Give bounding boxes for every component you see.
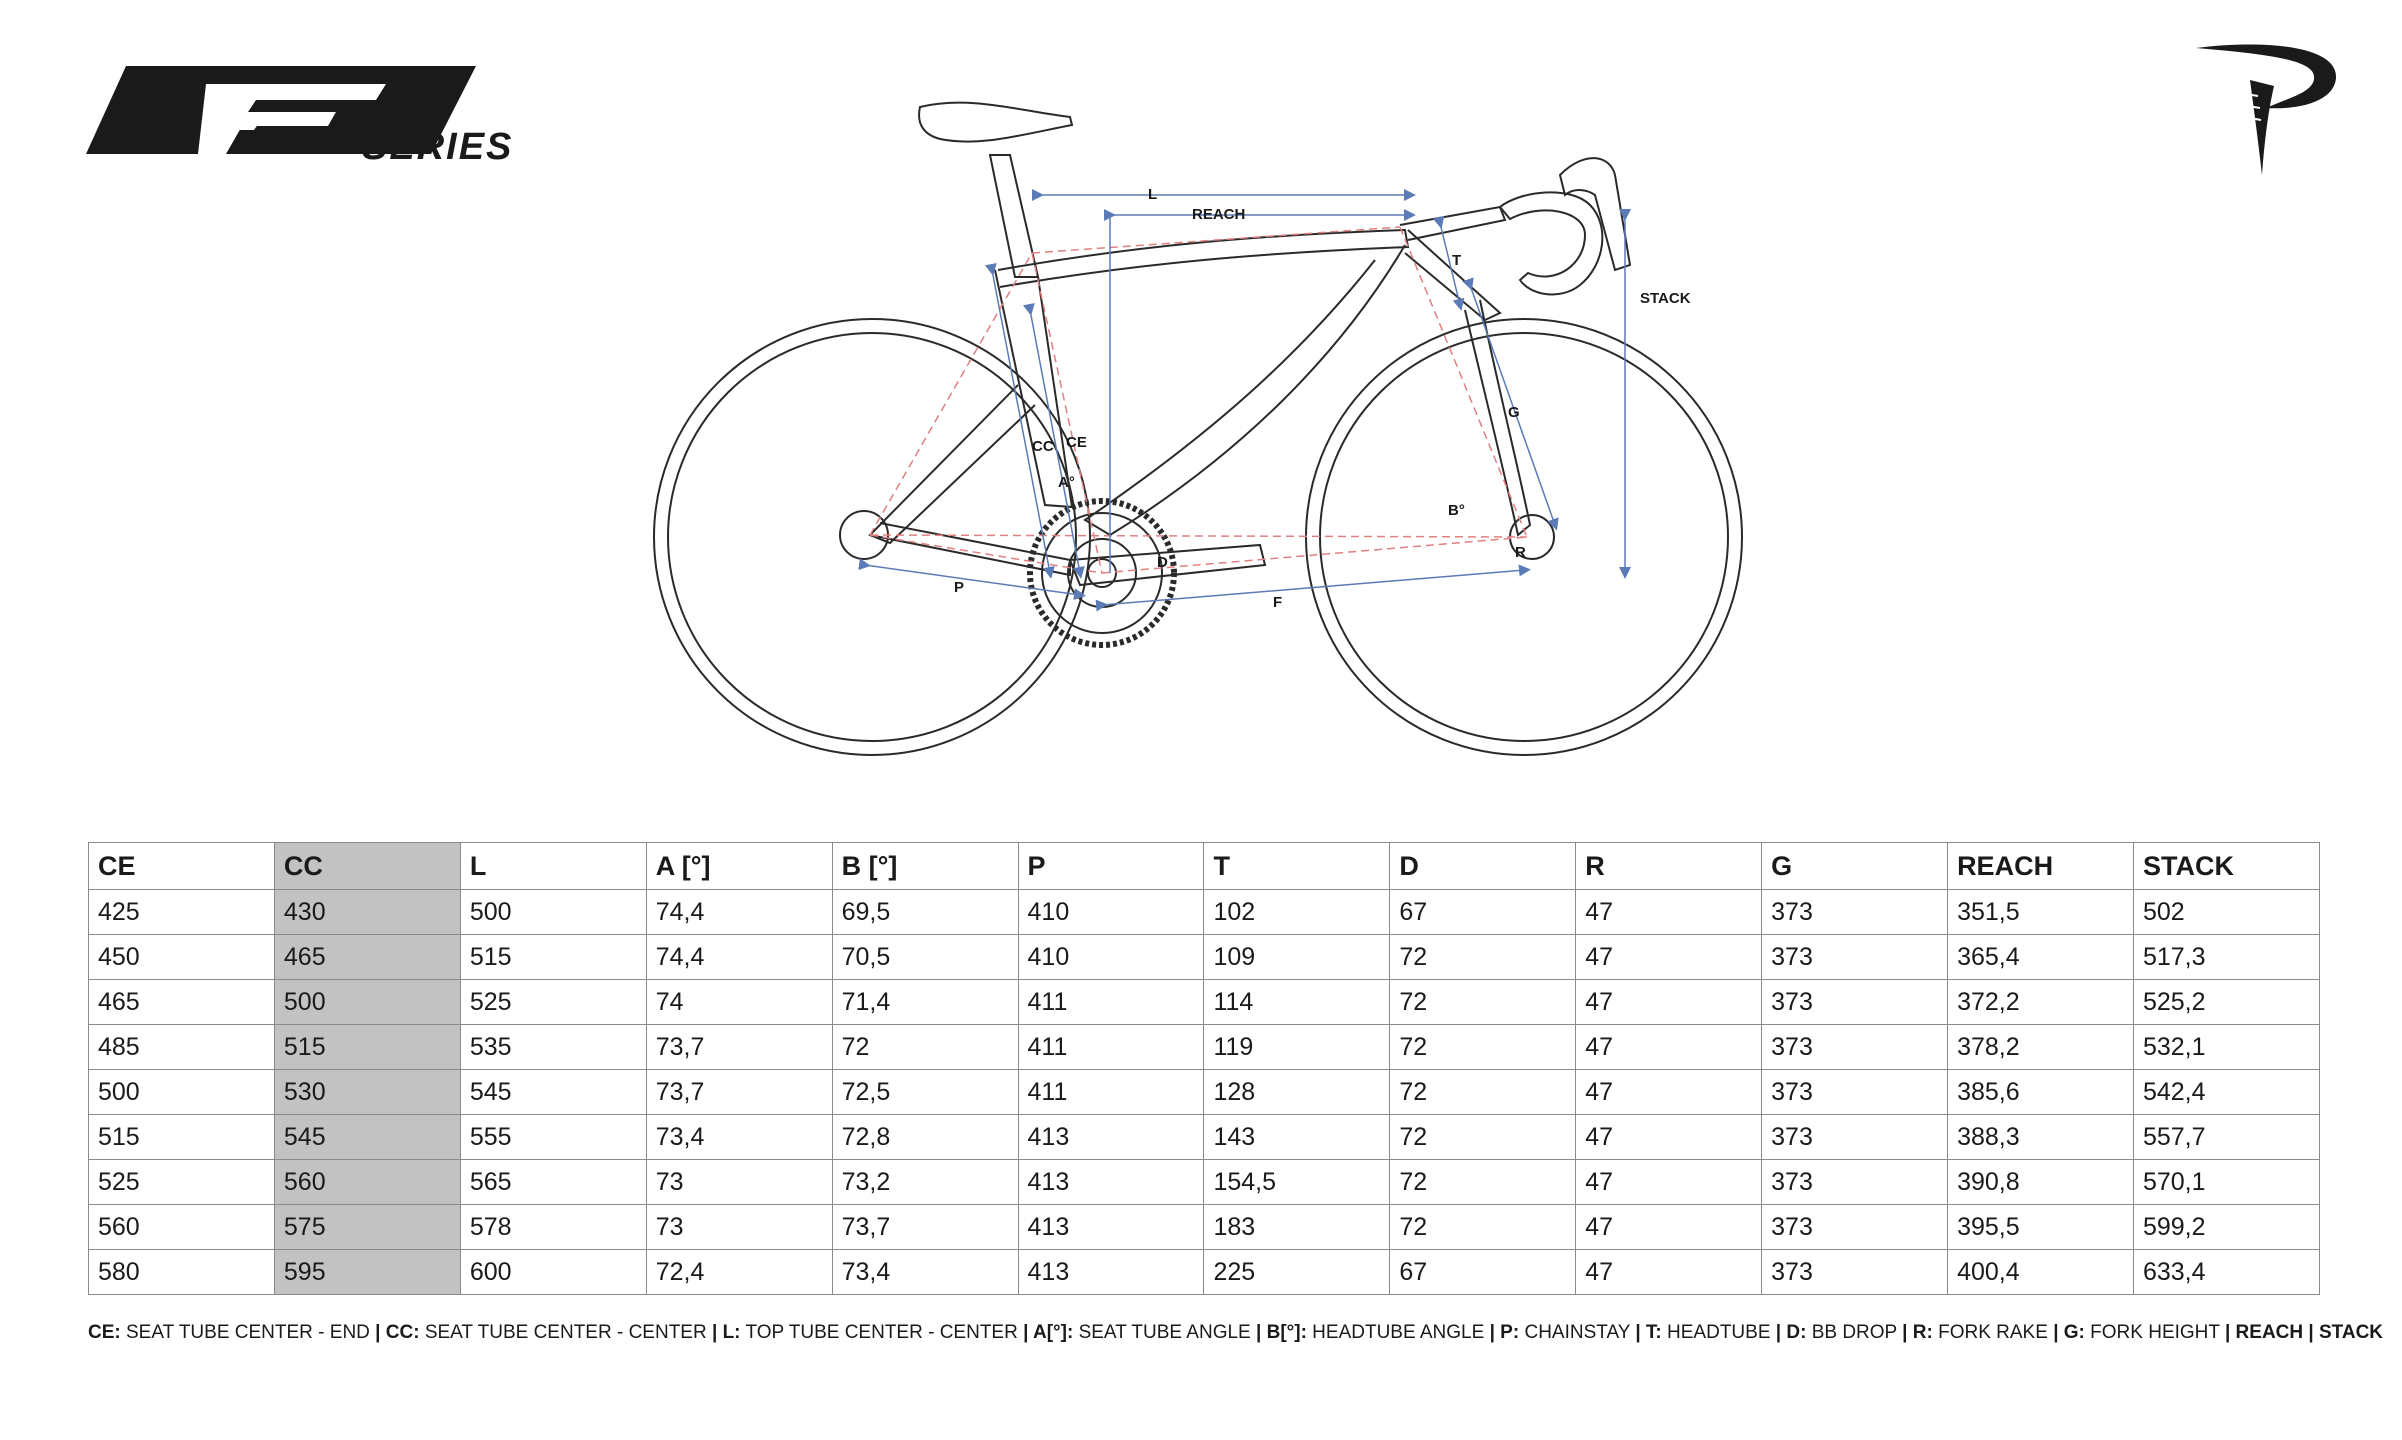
rear-wheel-outer	[654, 319, 1090, 755]
geometry-dash-lines	[870, 227, 1527, 573]
table-cell: 557,7	[2133, 1115, 2319, 1160]
label-p: P	[954, 579, 965, 596]
table-cell: 502	[2133, 890, 2319, 935]
legend-text: BB DROP	[1806, 1322, 1903, 1343]
table-cell: 565	[460, 1160, 646, 1205]
table-cell: 532,1	[2133, 1025, 2319, 1070]
table-cell: 525,2	[2133, 980, 2319, 1025]
legend-text: CHAINSTAY	[1519, 1322, 1636, 1343]
table-cell: 225	[1204, 1250, 1390, 1295]
column-header: T	[1204, 843, 1390, 890]
table-cell: 373	[1762, 890, 1948, 935]
series-wordmark: SERIES	[362, 126, 514, 162]
table-cell: 545	[460, 1070, 646, 1115]
column-header: R	[1576, 843, 1762, 890]
table-cell: 413	[1018, 1115, 1204, 1160]
legend-text: SEAT TUBE ANGLE	[1073, 1322, 1256, 1343]
table-cell: 542,4	[2133, 1070, 2319, 1115]
label-a: A°	[1058, 474, 1075, 491]
table-cell: 73	[646, 1160, 832, 1205]
table-cell: 72	[1390, 1205, 1576, 1250]
seatpost	[990, 155, 1038, 277]
table-cell: 373	[1762, 1025, 1948, 1070]
table-row	[89, 1160, 2320, 1205]
table-row	[89, 1250, 2320, 1295]
table-cell: 72,8	[832, 1115, 1018, 1160]
table-cell: 535	[460, 1025, 646, 1070]
table-cell: 72,5	[832, 1070, 1018, 1115]
legend-key: | P:	[1489, 1322, 1520, 1343]
table-cell: 373	[1762, 1205, 1948, 1250]
table-cell: 128	[1204, 1070, 1390, 1115]
table-cell: 600	[460, 1250, 646, 1295]
stem	[1400, 207, 1505, 240]
table-cell: 413	[1018, 1250, 1204, 1295]
column-header: A [°]	[646, 843, 832, 890]
table-cell: 485	[89, 1025, 275, 1070]
table-cell: 373	[1762, 1250, 1948, 1295]
table-row	[89, 890, 2320, 935]
table-cell: 72,4	[646, 1250, 832, 1295]
table-cell: 388,3	[1948, 1115, 2134, 1160]
column-header: G	[1762, 843, 1948, 890]
table-cell: 73	[646, 1205, 832, 1250]
table-cell: 373	[1762, 1115, 1948, 1160]
table-cell: 47	[1576, 935, 1762, 980]
table-cell: 67	[1390, 1250, 1576, 1295]
column-header: CC	[274, 843, 460, 890]
table-header-row	[89, 843, 2320, 890]
table-cell: 500	[89, 1070, 275, 1115]
column-header: CE	[89, 843, 275, 890]
table-cell: 560	[274, 1160, 460, 1205]
table-cell: 72	[832, 1025, 1018, 1070]
label-g: G	[1508, 404, 1520, 421]
table-cell: 515	[274, 1025, 460, 1070]
table-cell: 373	[1762, 935, 1948, 980]
label-b: B°	[1448, 502, 1465, 519]
table-cell: 72	[1390, 1025, 1576, 1070]
table-cell: 515	[89, 1115, 275, 1160]
legend-key: | CC:	[375, 1322, 420, 1343]
table-cell: 74,4	[646, 890, 832, 935]
legend-key: | B[°]:	[1256, 1322, 1307, 1343]
table-cell: 73,7	[646, 1025, 832, 1070]
table-cell: 69,5	[832, 890, 1018, 935]
table-cell: 500	[274, 980, 460, 1025]
table-cell: 73,4	[832, 1250, 1018, 1295]
table-cell: 578	[460, 1205, 646, 1250]
table-cell: 410	[1018, 935, 1204, 980]
table-body	[89, 890, 2320, 1295]
table-cell: 72	[1390, 1160, 1576, 1205]
saddle	[919, 103, 1072, 142]
legend-key: | G:	[2053, 1322, 2085, 1343]
table-cell: 500	[460, 890, 646, 935]
table-cell: 74,4	[646, 935, 832, 980]
legend-key: | D:	[1775, 1322, 1807, 1343]
legend-text: SEAT TUBE CENTER - CENTER	[419, 1322, 712, 1343]
table-cell: 70,5	[832, 935, 1018, 980]
table-cell: 411	[1018, 980, 1204, 1025]
table-cell: 595	[274, 1250, 460, 1295]
table-cell: 47	[1576, 1250, 1762, 1295]
seat-stay	[870, 385, 1035, 543]
table-cell: 580	[89, 1250, 275, 1295]
table-cell: 109	[1204, 935, 1390, 980]
table-row	[89, 1205, 2320, 1250]
table-cell: 400,4	[1948, 1250, 2134, 1295]
table-cell: 411	[1018, 1070, 1204, 1115]
label-ce: CE	[1066, 434, 1087, 451]
table-cell: 372,2	[1948, 980, 2134, 1025]
legend-text: FORK RAKE	[1932, 1322, 2054, 1343]
bike-geometry-drawing	[640, 95, 1760, 775]
column-header: D	[1390, 843, 1576, 890]
table-cell: 47	[1576, 1205, 1762, 1250]
table-row	[89, 935, 2320, 980]
table-cell: 575	[274, 1205, 460, 1250]
label-f: F	[1273, 594, 1283, 611]
table-cell: 373	[1762, 1070, 1948, 1115]
table-cell: 555	[460, 1115, 646, 1160]
legend-text: TOP TUBE CENTER - CENTER	[740, 1322, 1024, 1343]
table-cell: 465	[274, 935, 460, 980]
table-cell: 378,2	[1948, 1025, 2134, 1070]
table-cell: 73,2	[832, 1160, 1018, 1205]
label-stack: STACK	[1640, 290, 1691, 307]
label-l: L	[1148, 186, 1158, 203]
table-cell: 72	[1390, 935, 1576, 980]
table-cell: 47	[1576, 890, 1762, 935]
table-cell: 633,4	[2133, 1250, 2319, 1295]
frame	[840, 103, 1630, 585]
table-cell: 525	[460, 980, 646, 1025]
legend	[88, 1322, 2384, 1344]
label-t: T	[1452, 252, 1462, 269]
table-cell: 73,4	[646, 1115, 832, 1160]
legend-text: HEADTUBE ANGLE	[1306, 1322, 1490, 1343]
top-tube	[998, 230, 1408, 287]
table-cell: 410	[1018, 890, 1204, 935]
table-cell: 102	[1204, 890, 1390, 935]
table-cell: 183	[1204, 1205, 1390, 1250]
table-row	[89, 1115, 2320, 1160]
table-cell: 411	[1018, 1025, 1204, 1070]
table-cell: 73,7	[832, 1205, 1018, 1250]
table-cell: 560	[89, 1205, 275, 1250]
table-row	[89, 1025, 2320, 1070]
table-cell: 47	[1576, 1160, 1762, 1205]
table-cell: 114	[1204, 980, 1390, 1025]
legend-text: FORK HEIGHT	[2084, 1322, 2225, 1343]
brand-logo	[2188, 40, 2348, 180]
table-cell: 73,7	[646, 1070, 832, 1115]
table-cell: 72	[1390, 1070, 1576, 1115]
table-cell: 545	[274, 1115, 460, 1160]
legend-key: | A[°]:	[1023, 1322, 1074, 1343]
table-cell: 373	[1762, 980, 1948, 1025]
table-cell: 47	[1576, 1025, 1762, 1070]
table-cell: 72	[1390, 980, 1576, 1025]
table-cell: 71,4	[832, 980, 1018, 1025]
table-cell: 425	[89, 890, 275, 935]
table-cell: 154,5	[1204, 1160, 1390, 1205]
table-cell: 465	[89, 980, 275, 1025]
table-cell: 413	[1018, 1160, 1204, 1205]
column-header: REACH	[1948, 843, 2134, 890]
table-cell: 390,8	[1948, 1160, 2134, 1205]
column-header: B [°]	[832, 843, 1018, 890]
legend-text: HEADTUBE	[1661, 1322, 1776, 1343]
table-cell: 365,4	[1948, 935, 2134, 980]
legend-text: SEAT TUBE CENTER - END	[120, 1322, 376, 1343]
table-cell: 525	[89, 1160, 275, 1205]
table-row	[89, 980, 2320, 1025]
table-cell: 517,3	[2133, 935, 2319, 980]
handlebar	[1500, 192, 1602, 294]
column-header: L	[460, 843, 646, 890]
f-series-logo	[86, 62, 606, 162]
shifter-lever	[1560, 158, 1630, 270]
table-cell: 430	[274, 890, 460, 935]
label-cc: CC	[1032, 438, 1054, 455]
table-cell: 515	[460, 935, 646, 980]
table-cell: 67	[1390, 890, 1576, 935]
table-cell: 351,5	[1948, 890, 2134, 935]
column-header: P	[1018, 843, 1204, 890]
label-d: D	[1157, 554, 1168, 571]
table-cell: 530	[274, 1070, 460, 1115]
legend-key: | REACH | STACK	[2224, 1322, 2384, 1343]
column-header: STACK	[2133, 843, 2319, 890]
table-cell: 395,5	[1948, 1205, 2134, 1250]
table-cell: 47	[1576, 1115, 1762, 1160]
label-reach: REACH	[1192, 206, 1246, 223]
legend-key: CE:	[88, 1322, 121, 1343]
legend-key: | T:	[1635, 1322, 1662, 1343]
rear-wheel-inner	[668, 333, 1076, 741]
geometry-table	[88, 842, 2320, 1295]
table-cell: 385,6	[1948, 1070, 2134, 1115]
rear-dropout	[840, 511, 888, 559]
table-cell: 143	[1204, 1115, 1390, 1160]
table-cell: 47	[1576, 980, 1762, 1025]
legend-key: | L:	[711, 1322, 741, 1343]
legend-key: | R:	[1902, 1322, 1933, 1343]
down-tube	[1085, 245, 1405, 535]
table-cell: 450	[89, 935, 275, 980]
label-r: R	[1515, 544, 1526, 561]
table-cell: 119	[1204, 1025, 1390, 1070]
table-cell: 599,2	[2133, 1205, 2319, 1250]
table-cell: 74	[646, 980, 832, 1025]
table-cell: 413	[1018, 1205, 1204, 1250]
table-cell: 570,1	[2133, 1160, 2319, 1205]
table-cell: 47	[1576, 1070, 1762, 1115]
table-cell: 72	[1390, 1115, 1576, 1160]
table-row	[89, 1070, 2320, 1115]
table-cell: 373	[1762, 1160, 1948, 1205]
wheels	[654, 319, 1742, 755]
